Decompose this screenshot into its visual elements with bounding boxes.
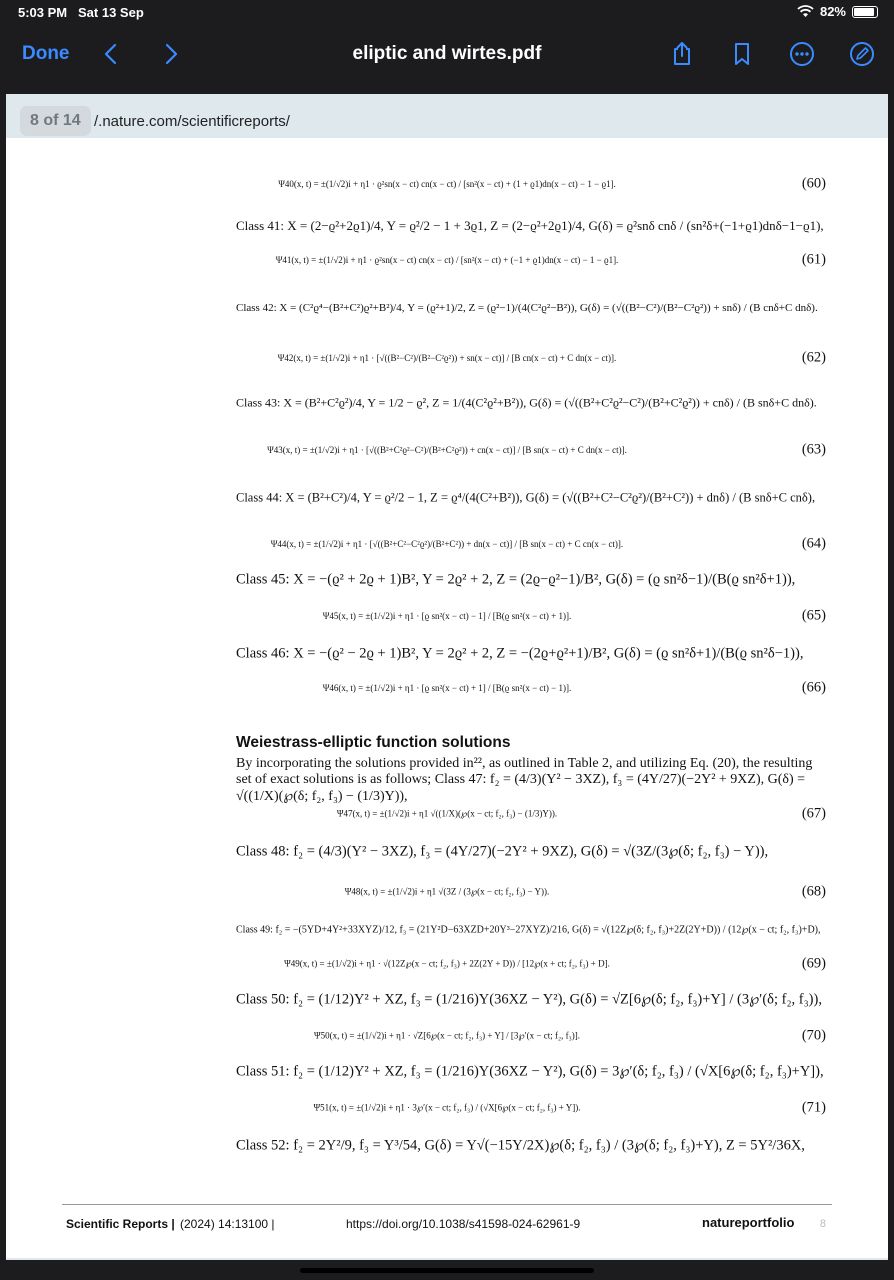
- equation-text: Class 49: f₂ = −(5YD+4Y²+33XYZ)/12, f₃ = (21Y²D−63XZD+20Y³−27XYZ)/216, G(δ) = √(12Z℘(δ; f₂, f₃)+2Z(2Y+D)) / (12℘(x − ct; f₂, f₃)+D),: [236, 924, 821, 936]
- equation-text: Class 41: X = (2−ϱ²+2ϱ1)/4, Y = ϱ²/2 − 1 + 3ϱ1, Z = (2−ϱ²+2ϱ1)/4, G(δ) = ϱ²snδ cnδ / (sn²δ+(−1+ϱ1)dnδ−1−ϱ1),: [236, 218, 824, 233]
- equation-line: [6, 800, 888, 828]
- equation-text: Ψ51(x, t) = ±(1/√2)i + η1 · 3℘′(x − ct; f₂, f₃) / (√X[6℘(x − ct; f₂, f₃) + Y]).: [313, 1102, 581, 1113]
- footer-volume: (2024) 14:13100 |: [180, 1217, 275, 1231]
- equation-text: Class 42: X = (C²ϱ⁴−(B²+C²)ϱ²+B²)/4, Y = (ϱ²+1)/2, Z = (ϱ²−1)/(4(C²ϱ²−B²)), G(δ) = (√((B²−C²)/(B²−C²ϱ²)) + snδ) / (B cnδ+C dnδ).: [236, 302, 818, 314]
- battery-icon: [852, 6, 878, 18]
- class-definition: [6, 566, 888, 594]
- equation-number: (64): [801, 535, 826, 552]
- equation-text: Class 52: f₂ = 2Y²/9, f₃ = Y³/54, G(δ) = Y√(−15Y/2X)℘(δ; f₂, f₃) / (3℘(δ; f₂, f₃)+Y), Z = 5Y²/36X,: [236, 1137, 805, 1154]
- equation-text: Class 45: X = −(ϱ² + 2ϱ + 1)B², Y = 2ϱ² + 2, Z = (2ϱ−ϱ²−1)/B², G(δ) = (ϱ sn²δ−1)/(B(ϱ sn²δ+1)),: [236, 571, 796, 588]
- equation-text: Class 46: X = −(ϱ² − 2ϱ + 1)B², Y = 2ϱ² + 2, Z = −(2ϱ+ϱ²+1)/B², G(δ) = (ϱ sn²δ+1)/(B(ϱ sn²δ−1)),: [236, 645, 804, 662]
- equation-number: (61): [801, 251, 826, 268]
- equation-line: [6, 246, 888, 274]
- class-definition: [6, 916, 888, 944]
- equation-number: (69): [801, 955, 826, 972]
- equation-number: (68): [801, 883, 826, 900]
- date: Sat 13 Sep: [78, 5, 144, 20]
- equation-line: [6, 530, 888, 558]
- home-indicator[interactable]: [300, 1268, 594, 1273]
- paragraph-text: By incorporating the solutions provided in²², as outlined in Table 2, and utilizing Eq. (20), the resulting set of exact solutions is as follows; Class 47: f₂ = (4/3)(Y² − 3XZ), f₃ = (4Y/27)(−2Y² + 9XZ), G(δ) = √((1/X)(℘(δ; f₂, f₃) − (1/3)Y)),: [236, 756, 813, 804]
- pdf-page: [6, 138, 888, 1258]
- done-button[interactable]: Done: [22, 43, 70, 64]
- equation-text: Ψ42(x, t) = ±(1/√2)i + η1 · [√((B²−C²)/(B²−C²ϱ²)) + sn(x − ct)] / [B cn(x − ct) + C dn(x − ct)].: [277, 353, 617, 363]
- equation-line: [6, 344, 888, 372]
- clock: 5:03 PM: [18, 5, 68, 20]
- equation-line: [6, 170, 888, 198]
- equation-text: Ψ46(x, t) = ±(1/√2)i + η1 · [ϱ sn²(x − ct) + 1] / [B(ϱ sn²(x − ct) − 1)].: [322, 683, 572, 693]
- chevron-left-icon[interactable]: [100, 41, 122, 67]
- equation-line: [6, 674, 888, 702]
- footer-divider: [62, 1204, 832, 1205]
- equation-text: Ψ44(x, t) = ±(1/√2)i + η1 · [√((B²+C²−C²ϱ²)/(B²+C²)) + dn(x − ct)] / [B sn(x − ct) + C cn(x − ct)].: [270, 539, 624, 549]
- equation-text: Ψ43(x, t) = ±(1/√2)i + η1 · [√((B²+C²ϱ²−C²)/(B²+C²ϱ²)) + cn(x − ct)] / [B sn(x − ct) + C dn(x − ct)].: [267, 445, 627, 455]
- equation-line: [6, 436, 888, 464]
- equation-text: Class 51: f₂ = (1/12)Y² + XZ, f₃ = (1/216)Y(36XZ − Y²), G(δ) = 3℘′(δ; f₂, f₃) / (√X[6℘(δ; f₂, f₃)+Y]),: [236, 1063, 824, 1080]
- class-definition: [6, 294, 888, 322]
- equation-line: [6, 950, 888, 978]
- class-definition: [6, 484, 888, 512]
- equation-text: Class 43: X = (B²+C²ϱ²)/4, Y = 1/2 − ϱ², Z = 1/(4(C²ϱ²+B²)), G(δ) = (√((B²+C²ϱ²−C²)/(B²+C²ϱ²)) + cnδ) / (B snδ+C dnδ).: [236, 395, 817, 410]
- equation-text: Ψ48(x, t) = ±(1/√2)i + η1 √(3Z / (3℘(x − ct; f₂, f₃) − Y)).: [344, 886, 550, 897]
- equation-text: Class 48: f₂ = (4/3)(Y² − 3XZ), f₃ = (4Y/27)(−2Y² + 9XZ), G(δ) = √(3Z/(3℘(δ; f₂, f₃) − Y)),: [236, 843, 769, 860]
- footer-doi[interactable]: https://doi.org/10.1038/s41598-024-62961-9: [346, 1217, 581, 1231]
- equation-text: Class 44: X = (B²+C²)/4, Y = ϱ²/2 − 1, Z = ϱ⁴/(4(C²+B²)), G(δ) = (√((B²+C²−C²ϱ²)/(B²+C²)) + dnδ) / (B snδ+C cnδ),: [236, 490, 816, 505]
- equation-number: (65): [801, 607, 826, 624]
- equation-line: [6, 602, 888, 630]
- equation-text: Ψ47(x, t) = ±(1/√2)i + η1 √((1/X)(℘(x − ct; f₂, f₃) − (1/3)Y)).: [336, 808, 558, 819]
- equation-text: Ψ45(x, t) = ±(1/√2)i + η1 · [ϱ sn²(x − ct) − 1] / [B(ϱ sn²(x − ct) + 1)].: [322, 611, 572, 621]
- equation-number: (67): [801, 805, 826, 822]
- equation-line: [6, 1022, 888, 1050]
- equation-number: (60): [801, 175, 826, 192]
- status-icons: [797, 4, 878, 19]
- journal-url: /.nature.com/scientificreports/: [94, 113, 290, 130]
- equation-line: [6, 878, 888, 906]
- bookmark-icon[interactable]: [728, 40, 756, 68]
- battery-percent: 82%: [819, 4, 846, 19]
- toolbar: [0, 26, 894, 94]
- class-definition: [6, 1132, 888, 1160]
- more-icon[interactable]: [788, 40, 816, 68]
- class-definition: [6, 1058, 888, 1086]
- equation-number: (70): [801, 1027, 826, 1044]
- class-definition: [6, 640, 888, 668]
- equation-number: (63): [801, 441, 826, 458]
- equation-line: [6, 1094, 888, 1122]
- equation-text: Ψ41(x, t) = ±(1/√2)i + η1 · ϱ²sn(x − ct) cn(x − ct) / [sn²(x − ct) + (−1 + ϱ1)dn(x − ct) − 1 − ϱ1].: [275, 255, 619, 265]
- page-indicator: 8 of 14: [20, 106, 91, 136]
- class-definition: [6, 838, 888, 866]
- equation-text: Ψ49(x, t) = ±(1/√2)i + η1 · √(12Z℘(x − ct; f₂, f₃) + 2Z(2Y + D)) / [12℘(x + ct; f₂, f₃) + D].: [284, 958, 610, 969]
- equation-number: (71): [801, 1099, 826, 1116]
- equation-number: (66): [801, 679, 826, 696]
- page-header: [6, 94, 888, 138]
- footer-page-number: 8: [819, 1218, 826, 1230]
- footer-brand: natureportfolio: [702, 1215, 795, 1230]
- footer-journal: Scientific Reports |: [66, 1217, 175, 1231]
- document-viewer[interactable]: [6, 94, 888, 1260]
- class-definition: [6, 389, 888, 417]
- document-title: eliptic and wirtes.pdf: [352, 43, 542, 64]
- section-heading: Weiestrass-elliptic function solutions: [236, 734, 511, 751]
- equation-text: Ψ40(x, t) = ±(1/√2)i + η1 · ϱ²sn(x − ct) cn(x − ct) / [sn²(x − ct) + (1 + ϱ1)dn(x − ct) − 1 − ϱ1].: [278, 179, 616, 189]
- equation-number: (62): [801, 349, 826, 366]
- class-definition: [6, 212, 888, 240]
- status-bar: [0, 0, 894, 26]
- chevron-right-icon[interactable]: [160, 41, 182, 67]
- share-icon[interactable]: [668, 40, 696, 68]
- equation-text: Ψ50(x, t) = ±(1/√2)i + η1 · √Z[6℘(x − ct; f₂, f₃) + Y] / [3℘′(x − ct; f₂, f₃)].: [314, 1030, 580, 1041]
- wifi-icon: [797, 5, 814, 18]
- class-definition: [6, 986, 888, 1014]
- equation-text: Class 50: f₂ = (1/12)Y² + XZ, f₃ = (1/216)Y(36XZ − Y²), G(δ) = √Z[6℘(δ; f₂, f₃)+Y] / (3℘′(δ; f₂, f₃)),: [236, 991, 822, 1008]
- markup-icon[interactable]: [848, 40, 876, 68]
- body-paragraph: [6, 756, 888, 804]
